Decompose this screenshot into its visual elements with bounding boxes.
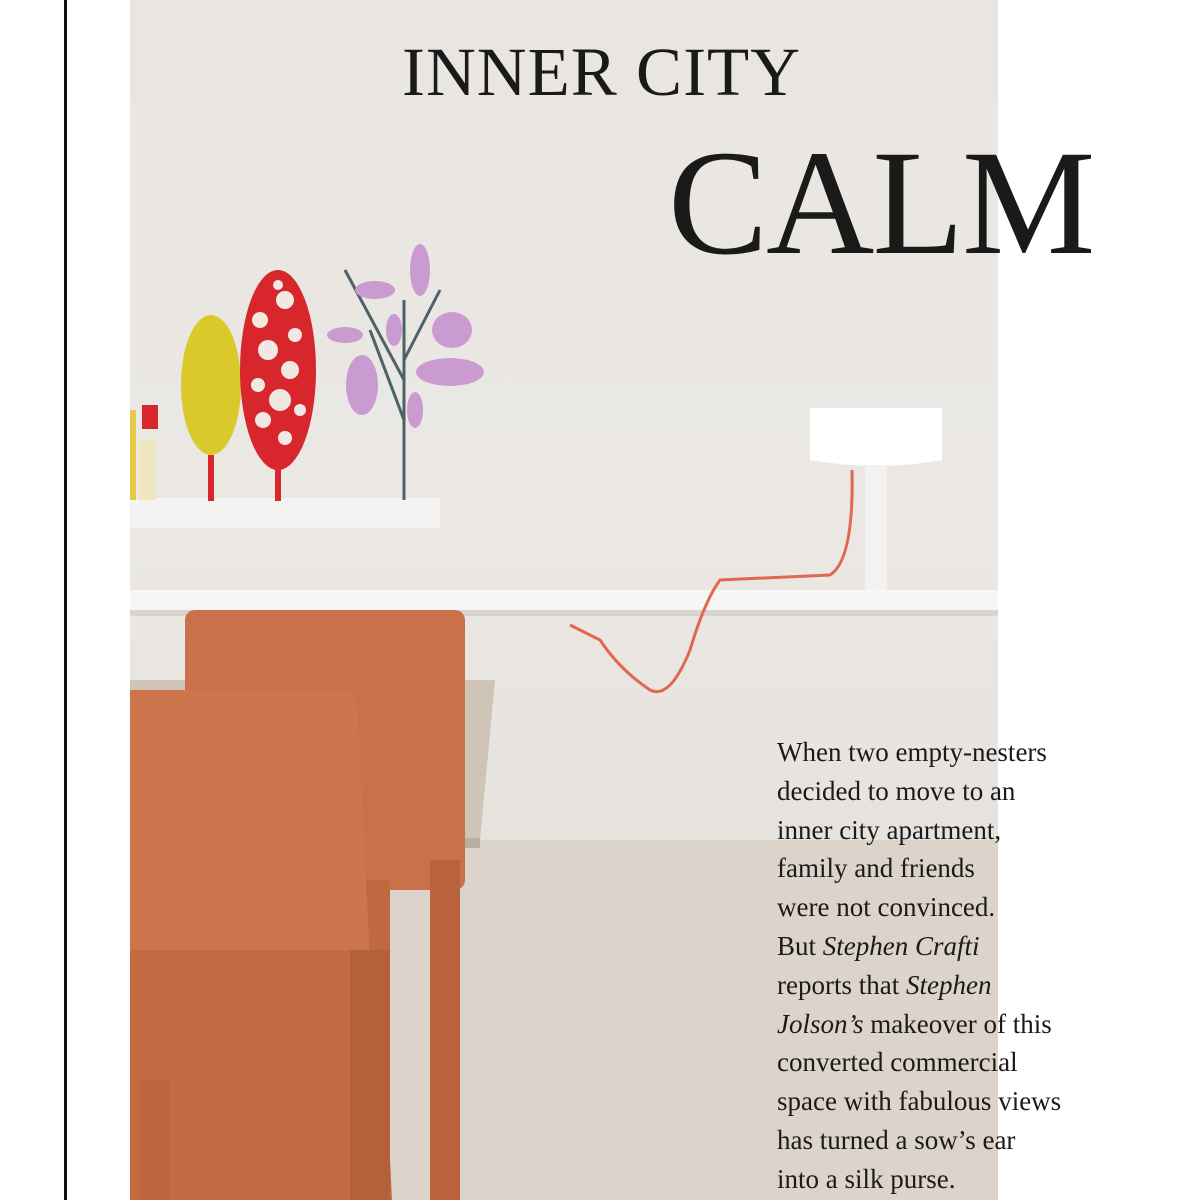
wall-shelf	[130, 498, 440, 528]
headline-line-2: CALM	[668, 120, 1094, 286]
red-tree-decal	[240, 270, 316, 501]
intro-line: When two empty-nesters	[777, 737, 1047, 767]
lamp-cord	[570, 470, 852, 692]
intro-line: decided to move to an	[777, 775, 1016, 806]
intro-line: reports that Stephen	[777, 969, 992, 1000]
intro-line: were not convinced.	[777, 892, 996, 923]
intro-line: But Stephen Crafti	[777, 930, 980, 961]
intro-line: space with fabulous views	[777, 1086, 1062, 1117]
intro-line: converted commercial	[777, 1047, 1018, 1078]
intro-line: into a silk purse.	[777, 1163, 956, 1194]
desk-top	[130, 590, 998, 610]
front-chair	[130, 690, 392, 1200]
designer-name: Jolson’s	[777, 1008, 864, 1039]
intro-line: inner city apartment,	[777, 814, 1002, 845]
intro-line: family and friends	[777, 853, 975, 884]
designer-name: Stephen	[905, 969, 992, 1000]
intro-line: Jolson’s makeover of this	[777, 1008, 1052, 1039]
intro-line: has turned a sow’s ear	[777, 1124, 1016, 1155]
yellow-tree-decal	[181, 315, 241, 501]
margin-rule	[64, 0, 67, 1200]
intro-paragraph	[777, 733, 1177, 1199]
headline-line-1: INNER CITY	[402, 34, 802, 110]
table-lamp	[810, 408, 942, 590]
lilac-tree-decal	[327, 244, 484, 500]
author-name: Stephen Crafti	[822, 930, 980, 961]
